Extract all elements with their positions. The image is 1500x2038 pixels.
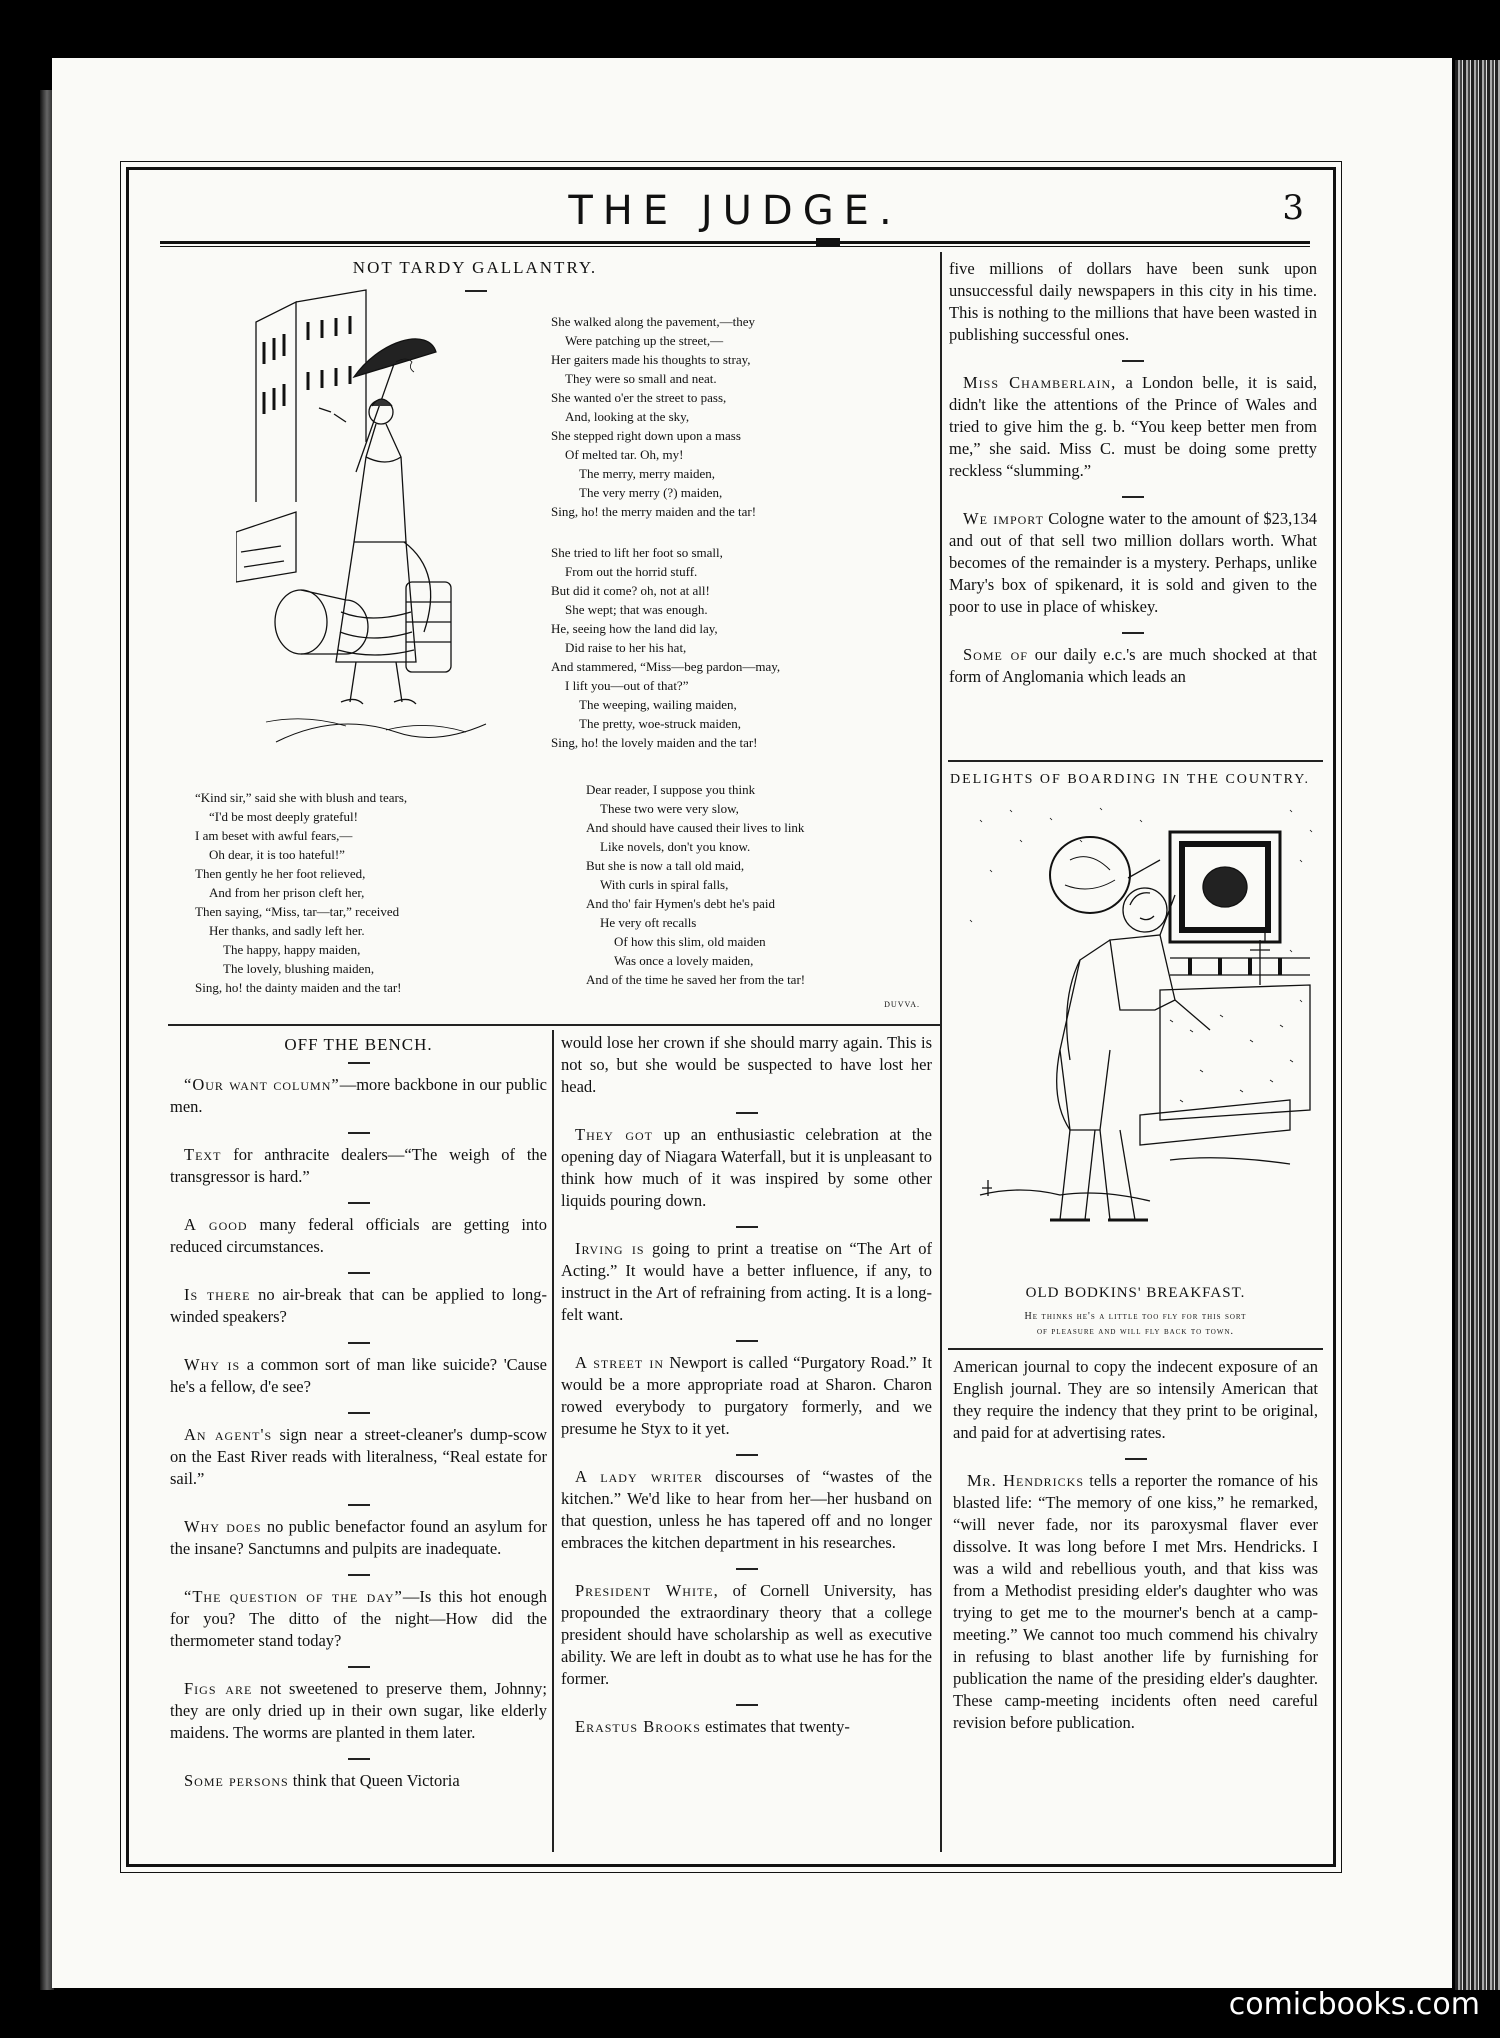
paragraph [170,1284,547,1328]
poem-line: Sing, ho! the lovely maiden and the tar! [551,735,758,750]
lead-words: President White, [575,1581,719,1600]
poem-line: And, looking at the sky, [565,409,690,424]
poem-line: Were patching up the street,— [565,333,724,348]
poem-line: Then saying, “Miss, tar—tar,” received [195,904,400,919]
paragraph [561,1352,932,1440]
middle-column [561,1032,932,1752]
cartoon-caption: OLD BODKINS' BREAKFAST. [1025,1285,1246,1301]
paragraph-text: no air-break that can be applied to long-winded speakers? [170,1285,547,1326]
separator [736,1454,758,1456]
paragraph-text: —more backbone in our public men. [170,1075,547,1116]
paragraph [170,1074,547,1118]
poem-stanza-2 [551,543,881,752]
lead-words: Miss Chamberlain, [963,373,1117,392]
masthead [160,184,1310,240]
paragraph-text: think that Queen Victoria [288,1771,460,1790]
paragraph [170,1214,547,1258]
paragraph-text: no public benefactor found an asylum for the insane? Sanctumns and pulpits are inadequate. [170,1517,547,1558]
poem-line: And tho' fair Hymen's debt he's paid [586,896,775,911]
paragraph [949,372,1317,482]
paragraph [561,1124,932,1212]
lead-words: Why is [184,1355,241,1374]
poem-line: The happy, happy maiden, [223,942,361,957]
poem-title: NOT TARDY GALLANTRY. [352,258,598,277]
subcaption-line: He thinks he's a little too fly for this sort [1024,1311,1247,1322]
poem-line: And of the time he saved her from the tar! [586,972,806,987]
poem-line: The pretty, woe-struck maiden, [579,716,741,731]
paragraph [949,508,1317,618]
paragraph [561,1580,932,1690]
watermark: comicbooks.com [1228,1987,1480,2022]
poem-line: These two were very slow, [600,801,739,816]
paragraph-text: up an enthusiastic celebration at the opening day of Niagara Waterfall, but it is unpleasant to think how much of it was inspired by some other liquids pouring down. [561,1125,932,1210]
separator [348,1666,370,1668]
lead-words: “Our want column” [184,1075,340,1094]
lead-words: “The question of the day” [184,1587,403,1606]
lead-words: We import [963,509,1044,528]
right-top-column [949,258,1317,702]
poem-line: She stepped right down upon a mass [551,428,741,443]
column-rule [552,1030,554,1852]
page-number: 3 [1282,188,1304,228]
poem-line: Sing, ho! the merry maiden and the tar! [551,504,757,519]
paragraph-text: estimates that twenty- [700,1717,850,1736]
poem-line: The lovely, blushing maiden, [223,961,375,976]
paragraph-text: —Is this hot enough for you? The ditto of the night—How did the thermometer stand today? [170,1587,548,1650]
paragraph-text: tells a reporter the romance of his blasted life: “The memory of one kiss,” he remarked, “will never fade, nor its paroxysmal flaver ever dissolve. It was long before I met Mrs. Hendricks. I was a wild and rebellious youth, and that kiss was from a Methodist presiding elder's daughter who was trying to get me to the mourner's bench at a camp-meeting.” We cannot too much commend his chivalry in refusing to blast another life by furnishing for publication the name of the presiding elder's daughter. These camp-meeting incidents often need careful revision before publication. [953,1471,1318,1732]
lead-words: Some of [963,645,1028,664]
paragraph: five millions of dollars have been sunk upon unsuccessful daily newspapers in this city in his time. This is nothing to the millions that have been wasted in publishing successful ones. [949,259,1317,344]
separator [736,1226,758,1228]
lead-words: A lady writer [575,1467,703,1486]
masthead-ornament [816,238,840,246]
paragraph [949,644,1317,688]
poem-stanza-1 [551,312,881,521]
paragraph [953,1470,1318,1734]
poem-line: Her thanks, and sadly left her. [209,923,365,938]
poem-line: They were so small and neat. [565,371,717,386]
poem-signature: DUVVA. [884,1000,920,1009]
poem-line: The weeping, wailing maiden, [579,697,737,712]
separator [348,1342,370,1344]
poem-line: She tried to lift her foot so small, [551,545,723,560]
subcaption-line: of pleasure and will fly back to town. [1036,1326,1235,1337]
separator [348,1272,370,1274]
paragraph [170,1144,547,1188]
bodkins-cartoon-illustration [960,800,1320,1240]
lead-words: A good [184,1215,248,1234]
poem-line: He very oft recalls [600,915,697,930]
section-title: OFF THE BENCH. [284,1035,433,1054]
paragraph [170,1516,547,1560]
off-the-bench-column [170,1034,547,1806]
paragraph-text: a London belle, it is said, didn't like the attentions of the Prince of Wales and tried to give him the g. b. “You keep better men from me,” she said. Miss C. must be doing some pretty reckless “slumming.” [949,373,1317,480]
poem-line: Like novels, don't you know. [600,839,751,854]
paragraph-text: a common sort of man like suicide? 'Cause he's a fellow, d'e see? [170,1355,547,1396]
poem-line: But she is now a tall old maid, [586,858,745,873]
lead-words: Erastus Brooks [575,1717,701,1736]
poem-line: Of melted tar. Oh, my! [565,447,684,462]
paragraph-text: not sweetened to preserve them, Johnny; they are only dried up in their own sugar, like elderly maidens. The worms are planted in them later. [170,1679,547,1742]
separator [1125,1458,1147,1460]
paragraph [170,1678,547,1744]
poem-stanza-3 [586,780,916,989]
poem-line: Was once a lovely maiden, [614,953,754,968]
paragraph-text: Cologne water to the amount of $23,134 and out of that sell two million dollars worth. What becomes of the remainder is a mystery. Perhaps, unlike Mary's box of spikenard, it is sold and given to the poor to use in place of whiskey. [949,509,1317,616]
masthead-rule [160,241,1310,244]
separator [348,1062,370,1064]
masthead-rule-thin [160,246,1310,247]
poem-left-stanza [195,788,525,997]
separator [736,1568,758,1570]
poem-line: And from her prison cleft her, [209,885,365,900]
separator [348,1132,370,1134]
column-rule [940,252,942,1852]
poem-line: He, seeing how the land did lay, [551,621,718,636]
paragraph-text: sign near a street-cleaner's dump-scow on the East River reads with literalness, “Real estate for sail.” [170,1425,548,1488]
separator [348,1504,370,1506]
poem-line: Sing, ho! the dainty maiden and the tar! [195,980,402,995]
poem-line: She wept; that was enough. [565,602,708,617]
lead-words: They got [575,1125,654,1144]
poem-line: But did it come? oh, not at all! [551,583,710,598]
poem-line: Then gently he her foot relieved, [195,866,366,881]
poem-line: I am beset with awful fears,— [195,828,353,843]
separator [1122,496,1144,498]
lead-words: Is there [184,1285,251,1304]
paragraph [170,1424,547,1490]
paragraph: would lose her crown if she should marry again. This is not so, but she would be suspected to have lost her head. [561,1033,932,1096]
cartoon-top-rule [948,760,1323,762]
poem-line: And should have caused their lives to link [586,820,805,835]
cartoon-subcaption [948,1309,1323,1339]
separator [348,1574,370,1576]
section-rule [168,1024,940,1026]
newspaper-title: THE JUDGE. [568,188,902,234]
paragraph [561,1466,932,1554]
separator [348,1758,370,1760]
tar-maiden-illustration [236,282,526,772]
right-bottom-column [953,1356,1318,1748]
paragraph-text: discourses of “wastes of the kitchen.” We'd like to hear from her—her husband on that question, unless he has tapered off and no longer embraces the kitchen department in his researches. [561,1467,932,1552]
poem-line: “Kind sir,” said she with blush and tears, [195,790,408,805]
poem-line: Dear reader, I suppose you think [586,782,756,797]
separator [736,1112,758,1114]
paragraph [170,1586,547,1652]
separator [348,1202,370,1204]
cartoon-title: DELIGHTS OF BOARDING IN THE COUNTRY. [950,772,1311,787]
poem-line: She wanted o'er the street to pass, [551,390,727,405]
poem-line: The very merry (?) maiden, [579,485,723,500]
lead-words: Some persons [184,1771,289,1790]
paragraph [561,1716,932,1738]
paragraph-text: Newport is called “Purgatory Road.” It would be a more appropriate road at Sharon. Charon rowed everybody to purgatory formerly, and we presume he Styx to it yet. [561,1353,932,1438]
separator [1122,360,1144,362]
poem-line: The merry, merry maiden, [579,466,715,481]
paragraph-text: our daily e.c.'s are much shocked at that form of Anglomania which leads an [949,645,1317,686]
poem-line: Of how this slim, old maiden [614,934,766,949]
lead-words: Irving is [575,1239,645,1258]
poem-line: Did raise to her his hat, [565,640,687,655]
poem-line: With curls in spiral falls, [600,877,729,892]
paragraph-text: for anthracite dealers—“The weigh of the transgressor is hard.” [170,1145,547,1186]
cartoon-bottom-rule [948,1348,1323,1350]
paragraph-text: going to print a treatise on “The Art of Acting.” It would have a better influence, if any, to instruct in the Art of refraining from acting. It is a long-felt want. [561,1239,933,1324]
poem-line: Her gaiters made his thoughts to stray, [551,352,751,367]
paragraph-text: of Cornell University, has propounded the extraordinary theory that a college president should have scholarship as well as executive ability. We are left in doubt as to what use he has for the former. [561,1581,932,1688]
lead-words: Why does [184,1517,262,1536]
paragraph: American journal to copy the indecent exposure of an English journal. They are so intensily American that they require the indency that they print to be original, and paid for at advertising rates. [953,1357,1318,1442]
lead-words: Text [184,1145,222,1164]
lead-words: Figs are [184,1679,253,1698]
poem-line: From out the horrid stuff. [565,564,698,579]
paragraph [170,1354,547,1398]
paragraph [561,1238,932,1326]
poem-line: “I'd be most deeply grateful! [209,809,358,824]
lead-words: A street in [575,1353,665,1372]
paragraph-text: many federal officials are getting into reduced circumstances. [170,1215,547,1256]
paragraph [170,1770,547,1792]
lead-words: Mr. Hendricks [967,1471,1085,1490]
lead-words: An agent's [184,1425,273,1444]
poem-line: Oh dear, it is too hateful!” [209,847,345,862]
separator [736,1704,758,1706]
separator [1122,632,1144,634]
book-page-edges [1455,60,1500,1990]
poem-line: And stammered, “Miss—beg pardon—may, [551,659,781,674]
separator [736,1340,758,1342]
poem-line: I lift you—out of that?” [565,678,689,693]
separator [348,1412,370,1414]
poem-line: She walked along the pavement,—they [551,314,755,329]
